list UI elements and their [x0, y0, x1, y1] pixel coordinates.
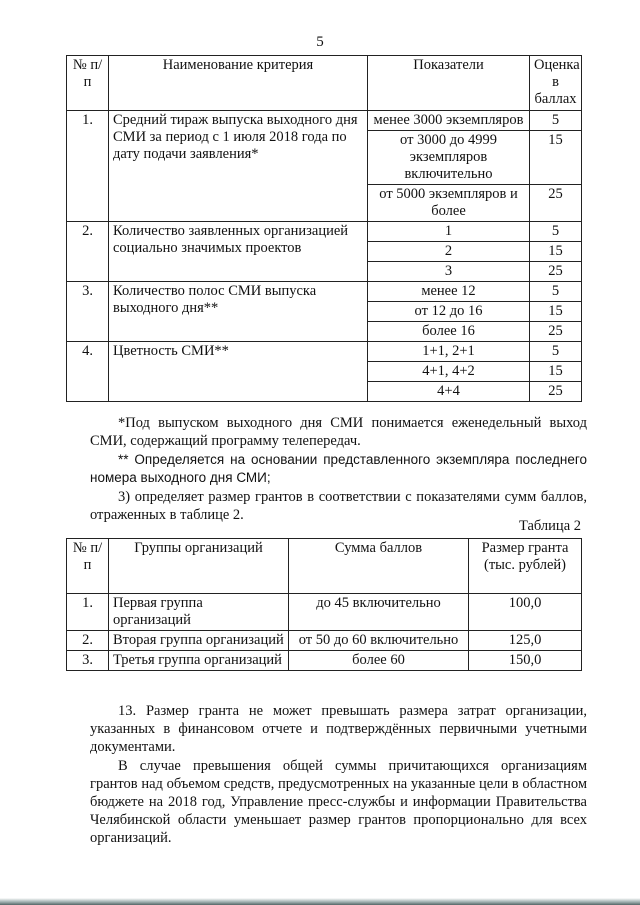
row-num: 3. [67, 651, 109, 671]
row-num: 1. [67, 594, 109, 631]
header-sum: Сумма баллов [289, 539, 469, 594]
indicator-cell: от 5000 экземпляров и более [368, 185, 530, 222]
indicator-cell: от 3000 до 4999 экземпляров включительно [368, 131, 530, 185]
row-num: 2. [67, 631, 109, 651]
indicator-cell: более 16 [368, 322, 530, 342]
score-cell: 25 [530, 262, 582, 282]
table-row [67, 111, 582, 131]
paragraph-excess: В случае превышения общей суммы причитающихся организациям грантов над объемом средств, предусмотренных на указанные цели в областном бюджете на 2018 год, Управление пресс-службы и информации Правительства Челябинской области уменьшает размер грантов пропорционально для всех организаций. [90, 758, 587, 846]
score-cell: 5 [530, 342, 582, 362]
footnote-pages: ** Определяется на основании представленного экземпляра последнего номера выходного дня СМИ; [90, 452, 587, 485]
indicator-cell: 1+1, 2+1 [368, 342, 530, 362]
grant-groups-table [66, 538, 582, 671]
paragraph-13: 13. Размер гранта не может превышать размера затрат организации, указанных в финансовом отчете и подтверждённых первичными учетными документами. [90, 703, 587, 755]
header-grant: Размер гранта (тыс. рублей) [469, 539, 582, 594]
score-cell: 5 [530, 111, 582, 131]
score-cell: 15 [530, 242, 582, 262]
indicator-cell: 4+4 [368, 382, 530, 402]
table2-label: Таблица 2 [518, 518, 581, 534]
header-score: Оценка в баллах [530, 56, 582, 111]
table-row [67, 282, 582, 302]
sum-cell: от 50 до 60 включительно [289, 631, 469, 651]
score-cell: 25 [530, 382, 582, 402]
indicator-cell: 1 [368, 222, 530, 242]
table-header-row [67, 539, 582, 594]
table-header-row [67, 56, 582, 111]
row-criterion: Количество полос СМИ выпуска выходного дня** [109, 282, 368, 342]
row-num: 4. [67, 342, 109, 402]
table-row [67, 594, 582, 631]
sum-cell: более 60 [289, 651, 469, 671]
header-group: Группы организаций [109, 539, 289, 594]
score-cell: 25 [530, 185, 582, 222]
indicator-cell: менее 3000 экземпляров [368, 111, 530, 131]
header-num: № п/п [67, 539, 109, 594]
group-cell: Первая группа организаций [109, 594, 289, 631]
scan-edge [0, 898, 640, 905]
table-row [67, 222, 582, 242]
grant-cell: 150,0 [469, 651, 582, 671]
criteria-table [66, 55, 582, 402]
footnote-circulation: *Под выпуском выходного дня СМИ понимается еженедельный выход СМИ, содержащий программу телепередач. [90, 415, 587, 449]
header-criterion: Наименование критерия [109, 56, 368, 111]
score-cell: 5 [530, 222, 582, 242]
row-num: 1. [67, 111, 109, 222]
indicator-cell: 2 [368, 242, 530, 262]
group-cell: Вторая группа организаций [109, 631, 289, 651]
score-cell: 15 [530, 131, 582, 185]
indicator-cell: менее 12 [368, 282, 530, 302]
row-num: 2. [67, 222, 109, 282]
score-cell: 15 [530, 302, 582, 322]
table-row [67, 651, 582, 671]
row-criterion: Цветность СМИ** [109, 342, 368, 402]
subpoint-3: 3) определяет размер грантов в соответствии с показателями сумм баллов, отраженных в таблице 2. [90, 489, 587, 523]
page-number: 5 [316, 34, 324, 50]
grant-cell: 100,0 [469, 594, 582, 631]
score-cell: 15 [530, 362, 582, 382]
header-indicators: Показатели [368, 56, 530, 111]
group-cell: Третья группа организаций [109, 651, 289, 671]
row-criterion: Средний тираж выпуска выходного дня СМИ за период с 1 июля 2018 года по дату подачи заявления* [109, 111, 368, 222]
indicator-cell: 3 [368, 262, 530, 282]
header-num: № п/п [67, 56, 109, 111]
table-row [67, 342, 582, 362]
indicator-cell: от 12 до 16 [368, 302, 530, 322]
score-cell: 25 [530, 322, 582, 342]
row-criterion: Количество заявленных организацией социально значимых проектов [109, 222, 368, 282]
table-row [67, 631, 582, 651]
sum-cell: до 45 включительно [289, 594, 469, 631]
grant-cell: 125,0 [469, 631, 582, 651]
row-num: 3. [67, 282, 109, 342]
indicator-cell: 4+1, 4+2 [368, 362, 530, 382]
score-cell: 5 [530, 282, 582, 302]
